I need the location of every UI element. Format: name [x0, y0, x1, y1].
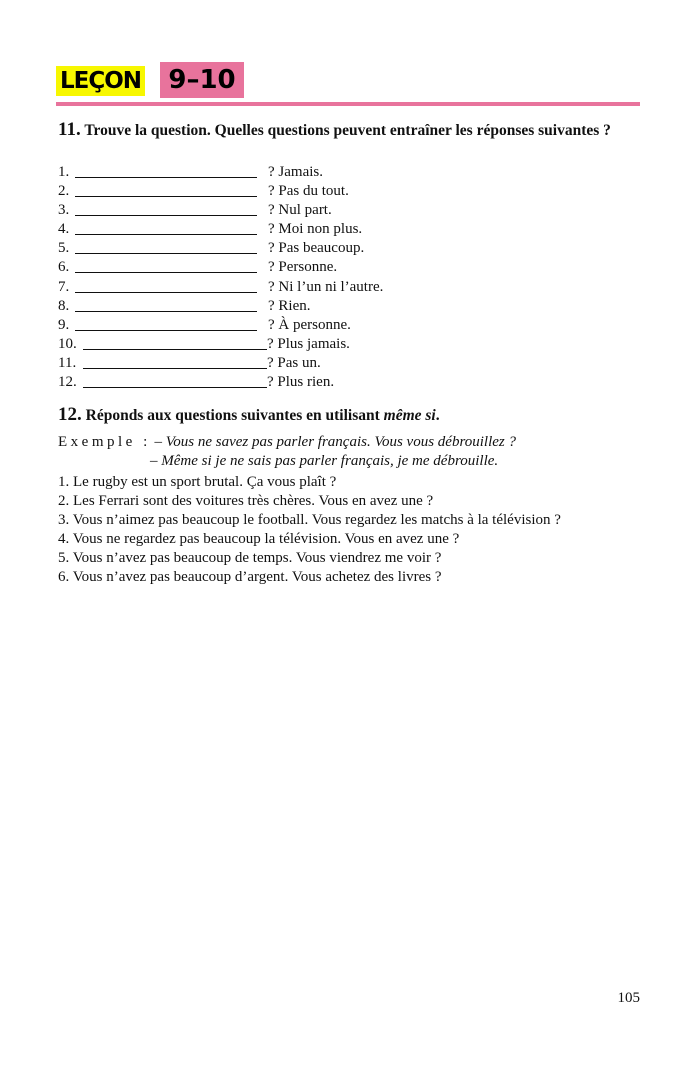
- row-number: 9.: [58, 316, 70, 333]
- exercise-12-title: [58, 406, 644, 424]
- answer-text: ? Moi non plus.: [268, 221, 363, 238]
- example-question: – Vous ne savez pas parler français. Vous vous débrouillez ?: [154, 434, 516, 450]
- answer-row: [58, 297, 458, 316]
- exercise-12-number: 12.: [58, 404, 82, 425]
- blank-line: [75, 311, 257, 312]
- question-item: 5. Vous n’avez pas beaucoup de temps. Vous viendrez me voir ?: [58, 550, 442, 566]
- blank-line: [83, 349, 267, 350]
- exercise-12-example: [58, 433, 648, 471]
- answer-row: [58, 201, 458, 220]
- row-number: 12.: [58, 374, 77, 391]
- answer-text: ? Personne.: [268, 259, 338, 276]
- answer-text: ? Plus jamais.: [267, 335, 350, 352]
- blank-line: [75, 253, 257, 254]
- exercise-12-instruction: Réponds aux questions suivantes en utilisant: [85, 407, 384, 424]
- exercise-11-title: [58, 121, 644, 139]
- answer-row: [58, 278, 458, 297]
- question-item: 3. Vous n’aimez pas beaucoup le football. Vous regardez les matchs à la télévision ?: [58, 512, 561, 528]
- example-answer: – Même si je ne sais pas parler français, je me débrouille.: [150, 453, 499, 469]
- answer-row: [58, 163, 458, 182]
- answer-row: [58, 316, 458, 335]
- row-number: 4.: [58, 221, 70, 238]
- answer-row: [58, 373, 458, 392]
- page-number: 105: [617, 990, 640, 1006]
- answer-text: ? Rien.: [268, 297, 311, 314]
- row-number: 10.: [58, 335, 77, 352]
- blank-line: [83, 368, 267, 369]
- answer-row: [58, 239, 458, 258]
- row-number: 7.: [58, 278, 70, 295]
- lesson-header: [56, 62, 640, 106]
- row-number: 8.: [58, 297, 70, 314]
- blank-line: [75, 177, 257, 178]
- blank-line: [83, 387, 267, 388]
- header-rule: [56, 102, 640, 106]
- answer-text: ? Pas un.: [267, 354, 321, 371]
- question-item: 1. Le rugby est un sport brutal. Ça vous plaît ?: [58, 474, 337, 490]
- exercise-11-list: [58, 163, 458, 392]
- exercise-12-questions: [58, 473, 644, 587]
- exercise-12-instruction-em: même si: [383, 407, 436, 424]
- question-item: 4. Vous ne regardez pas beaucoup la télévision. Vous en avez une ?: [58, 531, 460, 547]
- answer-text: ? Pas du tout.: [268, 183, 349, 200]
- exercise-11-number: 11.: [58, 119, 81, 140]
- blank-line: [75, 292, 257, 293]
- answer-text: ? Ni l’un ni l’autre.: [268, 278, 384, 295]
- exercise-11-instruction: Trouve la question. Quelles questions peuvent entraîner les réponses suivantes ?: [84, 122, 611, 139]
- row-number: 5.: [58, 240, 70, 257]
- example-label: Exemple :: [58, 434, 151, 450]
- row-number: 1.: [58, 164, 70, 180]
- blank-line: [75, 234, 257, 235]
- answer-text: ? Pas beaucoup.: [268, 240, 365, 257]
- answer-row: [58, 258, 458, 277]
- blank-line: [75, 215, 257, 216]
- answer-row: [58, 335, 458, 354]
- answer-row: [58, 354, 458, 373]
- answer-text: ? Jamais.: [268, 164, 323, 180]
- answer-row: [58, 182, 458, 201]
- question-item: 2. Les Ferrari sont des voitures très chères. Vous en avez une ?: [58, 493, 434, 509]
- lesson-number-badge: 9–10: [160, 62, 244, 98]
- row-number: 3.: [58, 202, 70, 219]
- row-number: 2.: [58, 183, 70, 200]
- answer-text: ? À personne.: [268, 316, 351, 333]
- blank-line: [75, 272, 257, 273]
- lecon-label: LEÇON: [56, 66, 145, 96]
- blank-line: [75, 330, 257, 331]
- row-number: 6.: [58, 259, 70, 276]
- blank-line: [75, 196, 257, 197]
- answer-row: [58, 220, 458, 239]
- question-item: 6. Vous n’avez pas beaucoup d’argent. Vous achetez des livres ?: [58, 569, 442, 585]
- answer-text: ? Nul part.: [268, 202, 332, 219]
- exercise-12-instruction-end: .: [435, 407, 440, 424]
- row-number: 11.: [58, 354, 77, 371]
- answer-text: ? Plus rien.: [267, 374, 335, 391]
